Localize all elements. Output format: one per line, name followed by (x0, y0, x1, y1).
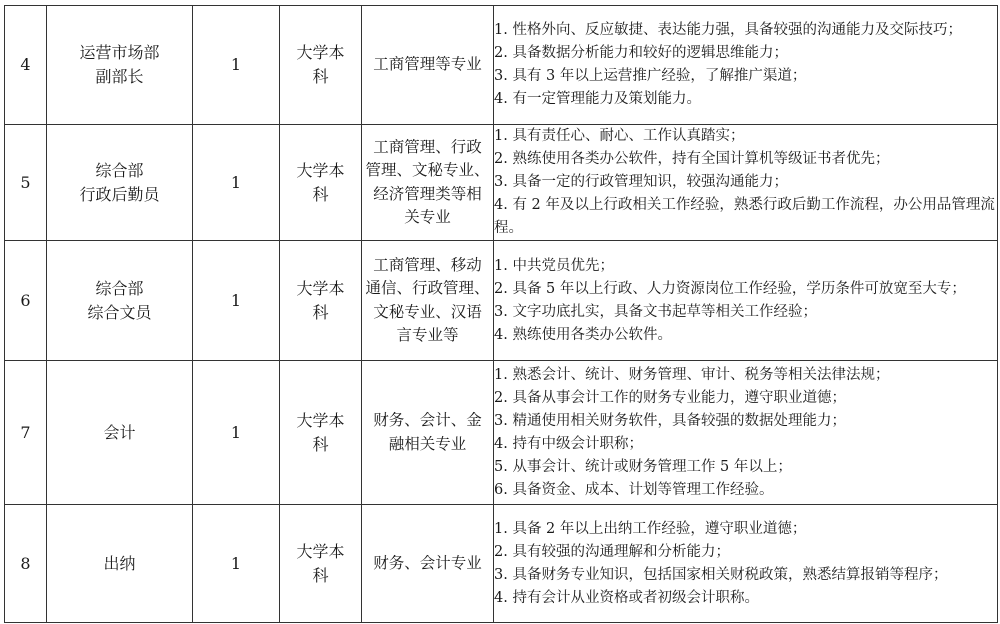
education-cell (280, 361, 362, 505)
table-row (5, 361, 998, 505)
headcount: 1 (230, 553, 242, 573)
education-requirement: 大学本 (296, 541, 345, 561)
education-cell (280, 6, 362, 125)
major-cell (362, 361, 494, 505)
headcount: 1 (230, 55, 242, 74)
position-cell (47, 125, 193, 241)
education-cell (280, 505, 362, 623)
major-requirement: 融相关专业 (388, 434, 467, 453)
headcount-cell (193, 241, 280, 361)
row-number-cell (5, 361, 47, 505)
major-requirement: 经济管理类等相 (373, 184, 482, 203)
headcount-cell (193, 361, 280, 505)
major-requirement: 工商管理等专业 (373, 55, 482, 74)
education-requirement: 科 (312, 184, 329, 204)
major-requirement: 文秘专业、汉语 (373, 302, 482, 321)
position-name: 综合部 (95, 278, 144, 298)
education-cell (280, 125, 362, 241)
education-requirement: 科 (312, 302, 329, 322)
education-requirement: 科 (312, 434, 329, 454)
education-requirement: 大学本 (296, 278, 345, 298)
requirement-item: 1. 具有责任心、耐心、工作认真踏实； (494, 128, 745, 144)
requirement-item: 4. 持有会计从业资格或者初级会计职称。 (494, 589, 759, 606)
position-name: 运营市场部 (79, 43, 160, 62)
requirements-cell (494, 241, 998, 361)
major-requirement: 言专业等 (396, 326, 459, 344)
row-number: 4 (20, 55, 31, 74)
requirement-item: 2. 具备 5 年以上行政、人力资源岗位工作经验，学历条件可放宽至大专； (494, 280, 966, 297)
headcount-cell (193, 125, 280, 241)
table-row (5, 241, 998, 361)
requirement-item: 6. 具备资金、成本、计划等管理工作经验。 (494, 481, 774, 498)
headcount-cell (193, 6, 280, 125)
position-name: 会计 (103, 422, 136, 442)
requirement-item: 2. 熟练使用各类办公软件，持有全国计算机等级证书者优先； (494, 151, 890, 167)
headcount: 1 (230, 290, 242, 310)
position-name: 综合部 (95, 160, 144, 180)
major-requirement: 财务、会计专业 (373, 553, 482, 572)
requirement-item: 5. 从事会计、统计或财务管理工作 5 年以上； (494, 458, 792, 475)
row-number-cell (5, 6, 47, 125)
row-number-cell (5, 241, 47, 361)
requirement-item: 3. 具备一定的行政管理知识，较强沟通能力； (494, 174, 788, 190)
position-cell (47, 241, 193, 361)
position-name: 出纳 (103, 553, 136, 573)
major-cell (362, 505, 494, 623)
requirement-item: 4. 熟练使用各类办公软件。 (494, 326, 672, 343)
row-number-cell (5, 505, 47, 623)
major-requirement: 工商管理、行政 (373, 137, 482, 156)
requirement-item: 4. 有一定管理能力及策划能力。 (494, 91, 701, 107)
requirement-item: 4. 持有中级会计职称； (494, 435, 643, 452)
requirements-cell (494, 125, 998, 241)
position-name: 行政后勤员 (79, 184, 160, 204)
education-requirement: 科 (312, 565, 329, 585)
major-cell (362, 125, 494, 241)
education-requirement: 科 (312, 67, 329, 86)
requirement-item: 2. 具备从事会计工作的财务专业能力，遵守职业道德； (494, 389, 846, 406)
major-requirement: 工商管理、移动 (373, 255, 482, 274)
major-requirement: 管理、文秘专业、 (365, 161, 490, 179)
table-body (5, 6, 998, 623)
row-number: 8 (20, 553, 31, 573)
position-name: 副部长 (95, 67, 144, 86)
requirement-item: 1. 中共党员优先； (494, 257, 614, 274)
table-row (5, 6, 998, 125)
requirement-item: 3. 具有 3 年以上运营推广经验，了解推广渠道； (494, 68, 807, 84)
row-number: 7 (20, 422, 31, 442)
position-cell (47, 6, 193, 125)
requirements-cell (494, 6, 998, 125)
major-requirement: 关专业 (404, 208, 451, 226)
requirement-item: 1. 熟悉会计、统计、财务管理、审计、税务等相关法律法规； (494, 366, 890, 383)
table-row (5, 505, 998, 623)
requirements-cell (494, 505, 998, 623)
recruitment-table (4, 5, 998, 623)
education-requirement: 大学本 (296, 410, 345, 430)
requirement-item: 3. 文字功底扎实，具备文书起草等相关工作经验； (494, 303, 817, 320)
major-cell (362, 6, 494, 125)
education-cell (280, 241, 362, 361)
position-cell (47, 361, 193, 505)
requirement-item: 2. 具备数据分析能力和较好的逻辑思维能力； (494, 45, 788, 61)
requirement-item: 3. 精通使用相关财务软件，具备较强的数据处理能力； (494, 412, 846, 429)
requirement-item: 3. 具备财务专业知识，包括国家相关财税政策，熟悉结算报销等程序； (494, 566, 948, 583)
major-requirement: 通信、行政管理、 (365, 279, 490, 297)
row-number-cell (5, 125, 47, 241)
major-requirement: 财务、会计、金 (373, 411, 482, 429)
row-number: 6 (20, 290, 31, 310)
row-number: 5 (20, 172, 31, 192)
table-row (5, 125, 998, 241)
headcount: 1 (230, 172, 242, 192)
education-requirement: 大学本 (296, 160, 345, 180)
requirements-cell (494, 361, 998, 505)
major-cell (362, 241, 494, 361)
education-requirement: 大学本 (296, 43, 345, 62)
requirement-item: 2. 具有较强的沟通理解和分析能力； (494, 543, 730, 560)
position-name: 综合文员 (87, 302, 152, 322)
requirement-item: 1. 具备 2 年以上出纳工作经验，遵守职业道德； (494, 520, 807, 537)
requirement-item: 1. 性格外向、反应敏捷、表达能力强，具备较强的沟通能力及交际技巧； (494, 22, 962, 38)
headcount: 1 (230, 422, 242, 442)
headcount-cell (193, 505, 280, 623)
requirement-item: 4. 有 2 年及以上行政相关工作经验，熟悉行政后勤工作流程，办公用品管理流程。 (494, 197, 995, 236)
position-cell (47, 505, 193, 623)
